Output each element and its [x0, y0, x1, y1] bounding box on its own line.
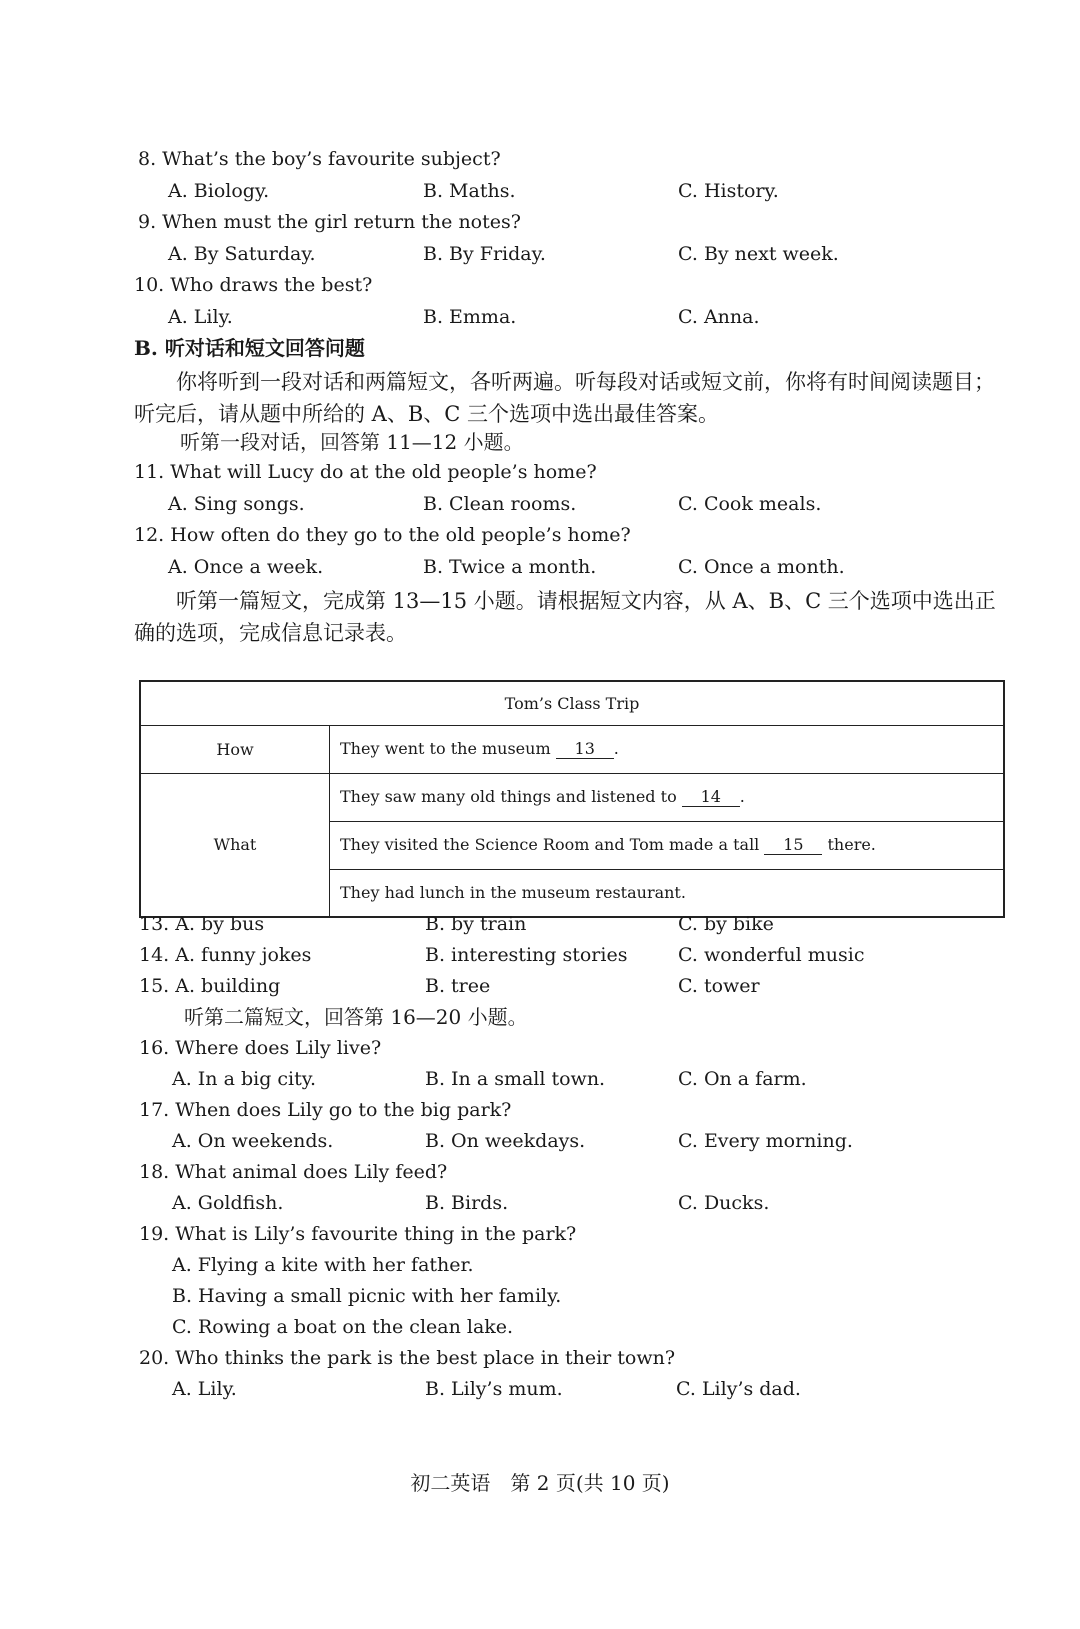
option-a: A. Biology.: [168, 180, 270, 202]
option-b: B. Having a small picnic with her family.: [172, 1285, 562, 1307]
blank-13: 13: [556, 739, 614, 759]
option-c: C. History.: [678, 180, 779, 202]
section-instructions: 你将听到一段对话和两篇短文，各听两遍。听每段对话或短文前，你将有时间阅读题目；听完后，请从题中所给的 A、B、C 三个选项中选出最佳答案。: [134, 370, 995, 426]
option-a: A. In a big city.: [172, 1068, 316, 1090]
question-stem: 19. What is Lily’s favourite thing in the park?: [139, 1223, 577, 1245]
option-b: B. interesting stories: [425, 944, 628, 966]
option-b: B. Birds.: [425, 1192, 509, 1214]
passage1-intro: 听第一篇短文，完成第 13—15 小题。请根据短文内容，从 A、B、C 三个选项中选出正确的选项，完成信息记录表。: [134, 589, 996, 645]
question-stem: 13. A. by bus: [139, 913, 265, 935]
row-text: They visited the Science Room and Tom made a tall: [340, 835, 760, 854]
table-row-what-1: They saw many old things and listened to 14 .: [330, 773, 1005, 821]
blank-15: 15: [764, 835, 822, 855]
option-a: A. Lily.: [172, 1378, 237, 1400]
question-stem: 14. A. funny jokes: [139, 944, 312, 966]
dialogue-intro: 听第一段对话，回答第 11—12 小题。: [180, 430, 524, 454]
option-a: A. Flying a kite with her father.: [172, 1254, 474, 1276]
option-c: C. tower: [678, 975, 760, 997]
option-a: A. By Saturday.: [168, 243, 316, 265]
option-c: C. Anna.: [678, 306, 760, 328]
table-row-what-2: [330, 821, 1005, 869]
row-text-after: there.: [827, 835, 876, 854]
option-b: B. Lily’s mum.: [425, 1378, 563, 1400]
option-a: A. On weekends.: [172, 1130, 334, 1152]
table-row-what-3: They had lunch in the museum restaurant.: [330, 869, 1005, 917]
question-stem: 10. Who draws the best?: [134, 274, 373, 296]
page-footer: 初二英语 第 2 页(共 10 页): [410, 1471, 670, 1495]
option-b: B. Emma.: [423, 306, 517, 328]
table-label-how: How: [140, 725, 330, 773]
option-c: C. On a farm.: [678, 1068, 807, 1090]
row-text: They went to the museum: [340, 739, 551, 758]
table-label-what: What: [140, 773, 330, 917]
table-row-how: They went to the museum 13 .: [330, 725, 1005, 773]
question-stem: 16. Where does Lily live?: [139, 1037, 382, 1059]
passage2-intro: 听第二篇短文，回答第 16—20 小题。: [184, 1005, 528, 1029]
table-title: Tom’s Class Trip: [140, 681, 1004, 725]
option-c: C. By next week.: [678, 243, 839, 265]
option-b: B. by train: [425, 913, 527, 935]
question-stem: 17. When does Lily go to the big park?: [139, 1099, 512, 1121]
row-text: They saw many old things and listened to: [340, 787, 677, 806]
question-stem: 11. What will Lucy do at the old people’s home?: [134, 461, 597, 483]
option-a: A. Once a week.: [168, 556, 324, 578]
option-a: A. Goldfish.: [172, 1192, 284, 1214]
option-b: B. Maths.: [423, 180, 516, 202]
option-b: B. Twice a month.: [423, 556, 597, 578]
question-stem: 8. What’s the boy’s favourite subject?: [138, 148, 501, 170]
option-a: A. Lily.: [168, 306, 233, 328]
option-b: B. Clean rooms.: [423, 493, 577, 515]
option-b: B. On weekdays.: [425, 1130, 586, 1152]
option-c: C. Every morning.: [678, 1130, 853, 1152]
option-c: C. Ducks.: [678, 1192, 770, 1214]
option-c: C. Lily’s dad.: [676, 1378, 801, 1400]
option-c: C. Rowing a boat on the clean lake.: [172, 1316, 514, 1338]
question-stem: 12. How often do they go to the old people’s home?: [134, 524, 631, 546]
info-table: [139, 680, 1005, 918]
question-stem: 18. What animal does Lily feed?: [139, 1161, 448, 1183]
option-c: C. by bike: [678, 913, 774, 935]
question-stem: 9. When must the girl return the notes?: [138, 211, 521, 233]
question-stem: 20. Who thinks the park is the best place in their town?: [139, 1347, 676, 1369]
section-heading: B. 听对话和短文回答问题: [134, 336, 365, 360]
option-a: A. Sing songs.: [168, 493, 305, 515]
blank-14: 14: [682, 787, 740, 807]
option-c: C. Cook meals.: [678, 493, 822, 515]
option-c: C. wonderful music: [678, 944, 865, 966]
option-b: B. By Friday.: [423, 243, 546, 265]
option-b: B. tree: [425, 975, 491, 997]
option-c: C. Once a month.: [678, 556, 845, 578]
question-stem: 15. A. building: [139, 975, 281, 997]
option-b: B. In a small town.: [425, 1068, 606, 1090]
